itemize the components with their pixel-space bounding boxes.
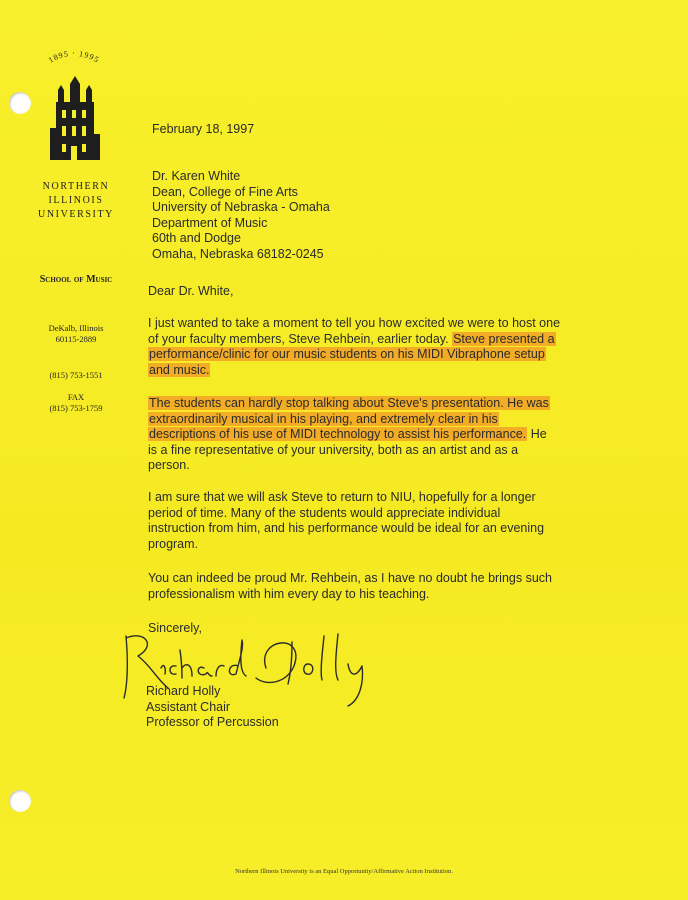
- svg-text:1895 · 1995: [47, 49, 101, 65]
- signer-title: Assistant Chair: [146, 699, 231, 714]
- address-block: [20, 323, 132, 345]
- closing: Sincerely,: [148, 621, 202, 635]
- paragraph-line: [148, 347, 560, 363]
- highlighted-text: performance/clinic for our music students on his MIDI Vibraphone setup: [149, 347, 545, 361]
- handwritten-signature: [116, 628, 386, 708]
- university-name: [26, 180, 126, 222]
- university-tower-logo: [24, 40, 124, 170]
- highlighted-text: descriptions of his use of MIDI technology to assist his performance.: [149, 427, 527, 441]
- university-line-1: NORTHERN: [42, 181, 110, 192]
- years-arc: 1895 · 1995: [46, 48, 102, 65]
- paragraph-1: [148, 316, 560, 378]
- phone: (815) 753-1551: [49, 370, 103, 380]
- university-line-3: UNIVERSITY: [38, 209, 114, 220]
- paragraph-line: [148, 396, 550, 412]
- school-name: School of Music: [39, 274, 113, 285]
- address-line: Department of Music: [152, 215, 268, 230]
- university-line-2: ILLINOIS: [48, 195, 104, 206]
- address-line: 60th and Dodge: [152, 231, 241, 245]
- paragraph-line: You can indeed be proud Mr. Rehbein, as I have no doubt he brings such: [148, 571, 552, 585]
- paragraph-line: [148, 412, 550, 428]
- paragraph-line: I just wanted to take a moment to tell you how excited we were to host one: [148, 316, 561, 330]
- address-line: Omaha, Nebraska 68182-0245: [152, 246, 324, 261]
- paragraph-3: [148, 490, 544, 552]
- zip: 60115-2889: [55, 334, 97, 344]
- paragraph-line: is a fine representative of your university, both as an artist and as a: [148, 442, 519, 457]
- paragraph-line: I am sure that we will ask Steve to return to NIU, hopefully for a longer: [148, 490, 536, 504]
- paragraph-line: person.: [148, 458, 190, 472]
- equal-opportunity-footer: Northern Illinois University is an Equal Opportunity/Affirmative Action Institution.: [235, 868, 453, 875]
- city: DeKalb, Illinois: [48, 323, 104, 333]
- fax-label: FAX: [67, 392, 85, 402]
- highlighted-text: and music.: [149, 362, 210, 377]
- paragraph-line: [148, 332, 560, 348]
- paragraph-2: [148, 396, 550, 474]
- paragraph-4: [148, 571, 552, 602]
- address-line: Dr. Karen White: [152, 169, 241, 183]
- text-run: of your faculty members, Steve Rehbein, earlier today.: [148, 331, 453, 346]
- signer-title: Professor of Percussion: [146, 715, 279, 729]
- highlighted-text: extraordinarily musical in his playing, and extremely clear in his: [149, 411, 498, 426]
- fax-block: [20, 392, 132, 414]
- paragraph-line: professionalism with him every day to his teaching.: [148, 586, 430, 601]
- address-line: University of Nebraska - Omaha: [152, 200, 330, 214]
- text-run: He: [527, 427, 547, 441]
- punch-hole-bottom: [9, 790, 31, 812]
- letter-date: February 18, 1997: [152, 122, 255, 136]
- paragraph-line: [148, 363, 560, 379]
- paragraph-line: instruction from him, and his performance would be ideal for an evening: [148, 521, 545, 535]
- fax-number: (815) 753-1759: [49, 403, 103, 413]
- highlighted-text: Steve presented a: [453, 331, 555, 346]
- highlighted-text: The students can hardly stop talking about Steve's presentation. He was: [149, 396, 549, 410]
- recipient-address: [152, 169, 330, 262]
- paragraph-line: period of time. Many of the students would appreciate individual: [148, 505, 501, 520]
- paragraph-line: [148, 427, 550, 443]
- address-line: Dean, College of Fine Arts: [152, 184, 298, 199]
- salutation: Dear Dr. White,: [148, 284, 234, 298]
- signer-name: Richard Holly: [146, 684, 221, 698]
- paragraph-line: program.: [148, 536, 199, 551]
